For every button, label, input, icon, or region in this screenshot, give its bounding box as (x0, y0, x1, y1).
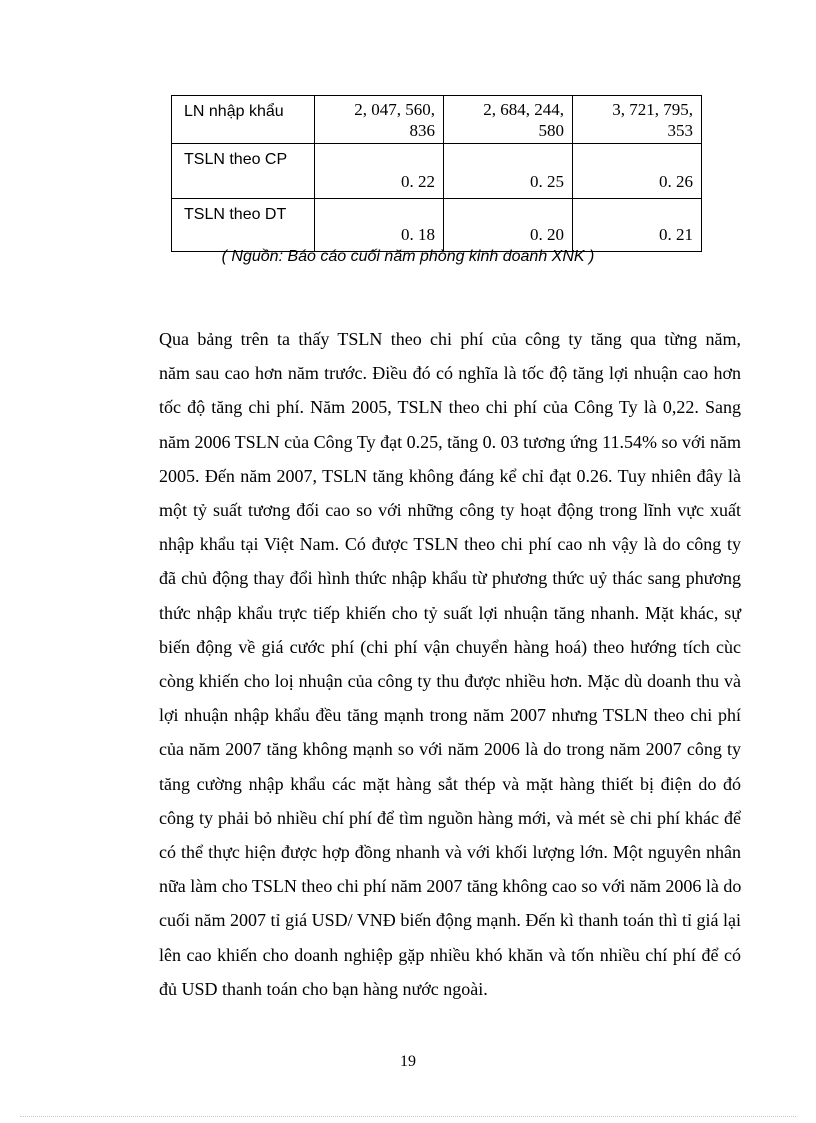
body-line: tốc độ tăng chi phí. Năm 2005, TSLN theo chi phí của Công Ty là 0,22. Sang (159, 397, 741, 418)
row-label: LN nhập khẩu (172, 96, 315, 144)
table-cell: 0. 25 (444, 144, 573, 199)
table-cell: 0. 26 (573, 144, 702, 199)
table-cell: 0. 22 (315, 144, 444, 199)
page-number: 19 (400, 1053, 416, 1070)
table-cell: 3, 721, 795, 353 (573, 96, 702, 144)
body-line: một tỷ suất tương đối cao so với những công ty hoạt động trong lĩnh vực xuất (159, 500, 741, 521)
row-label: TSLN theo DT (172, 199, 315, 252)
body-line: còng khiến cho loị nhuận của công ty thu được nhiều hơn. Mặc dù doanh thu và (159, 671, 741, 692)
table-cell: 2, 684, 244, 580 (444, 96, 573, 144)
body-line: biến động về giá cước phí (chi phí vận chuyển hàng hoá) theo hướng tích cùc (159, 636, 741, 657)
table-cell: 2, 047, 560, 836 (315, 96, 444, 144)
body-line: năm 2006 TSLN của Công Ty đạt 0.25, tăng 0. 03 tương ứng 11.54% so với năm (159, 431, 741, 452)
body-line: nữa làm cho TSLN theo chi phí năm 2007 tăng không cao so với năm 2006 là do (159, 876, 742, 897)
body-line: lên cao khiến cho doanh nghiệp gặp nhiều khó khăn và tốn nhiều chí phí để có (159, 944, 741, 965)
table-row (172, 144, 702, 199)
body-line: đã chủ động thay đổi hình thức nhập khẩu từ phương thức uỷ thác sang phương (159, 568, 741, 589)
body-line: công ty phải bỏ nhiều chí phí để tìm nguồn hàng mới, và mét sè chi phí khác để (159, 807, 741, 828)
body-line: đủ USD thanh toán cho bạn hàng nước ngoài. (159, 978, 488, 999)
body-paragraph (159, 322, 741, 1006)
table-cell: 0. 18 (315, 199, 444, 252)
table-cell: 0. 21 (573, 199, 702, 252)
body-line: nhập khẩu tại Việt Nam. Có được TSLN theo chi phí cao nh vậy là do công ty (159, 534, 741, 555)
row-label: TSLN theo CP (172, 144, 315, 199)
body-line: cuối năm 2007 tỉ giá USD/ VNĐ biến động mạnh. Đến kì thanh toán thì tỉ giá lại (159, 910, 741, 931)
body-line: tăng cường nhập khẩu các mặt hàng sắt thép và mặt hàng thiết bị điện do đó (159, 773, 741, 794)
body-line: lợi nhuận nhập khẩu đều tăng mạnh trong năm 2007 nhưng TSLN theo chi phí (159, 705, 741, 726)
body-line: năm sau cao hơn năm trước. Điều đó có nghĩa là tốc độ tăng lợi nhuận cao hơn (159, 363, 741, 384)
body-line: Qua bảng trên ta thấy TSLN theo chi phí của công ty tăng qua từng năm, (159, 329, 741, 349)
table-source-note: ( Nguồn: Báo cáo cuối năm phòng kinh doanh XNK ) (221, 248, 595, 265)
table-cell: 0. 20 (444, 199, 573, 252)
body-line: có thể thực hiện được hợp đồng nhanh và với khối lượng lớn. Một nguyên nhân (159, 842, 741, 863)
table-row (172, 199, 702, 252)
page-bottom-divider (20, 1116, 796, 1117)
body-line: thức nhập khẩu trực tiếp khiến cho tỷ suất lợi nhuận tăng nhanh. Mặt khác, sự (159, 602, 741, 623)
body-line: 2005. Đến năm 2007, TSLN tăng không đáng kể chỉ đạt 0.26. Tuy nhiên đây là (159, 465, 741, 486)
body-line: của năm 2007 tăng không mạnh so với năm 2006 là do trong năm 2007 công ty (159, 739, 741, 760)
table-row (172, 96, 702, 144)
profit-ratio-table (171, 95, 702, 252)
